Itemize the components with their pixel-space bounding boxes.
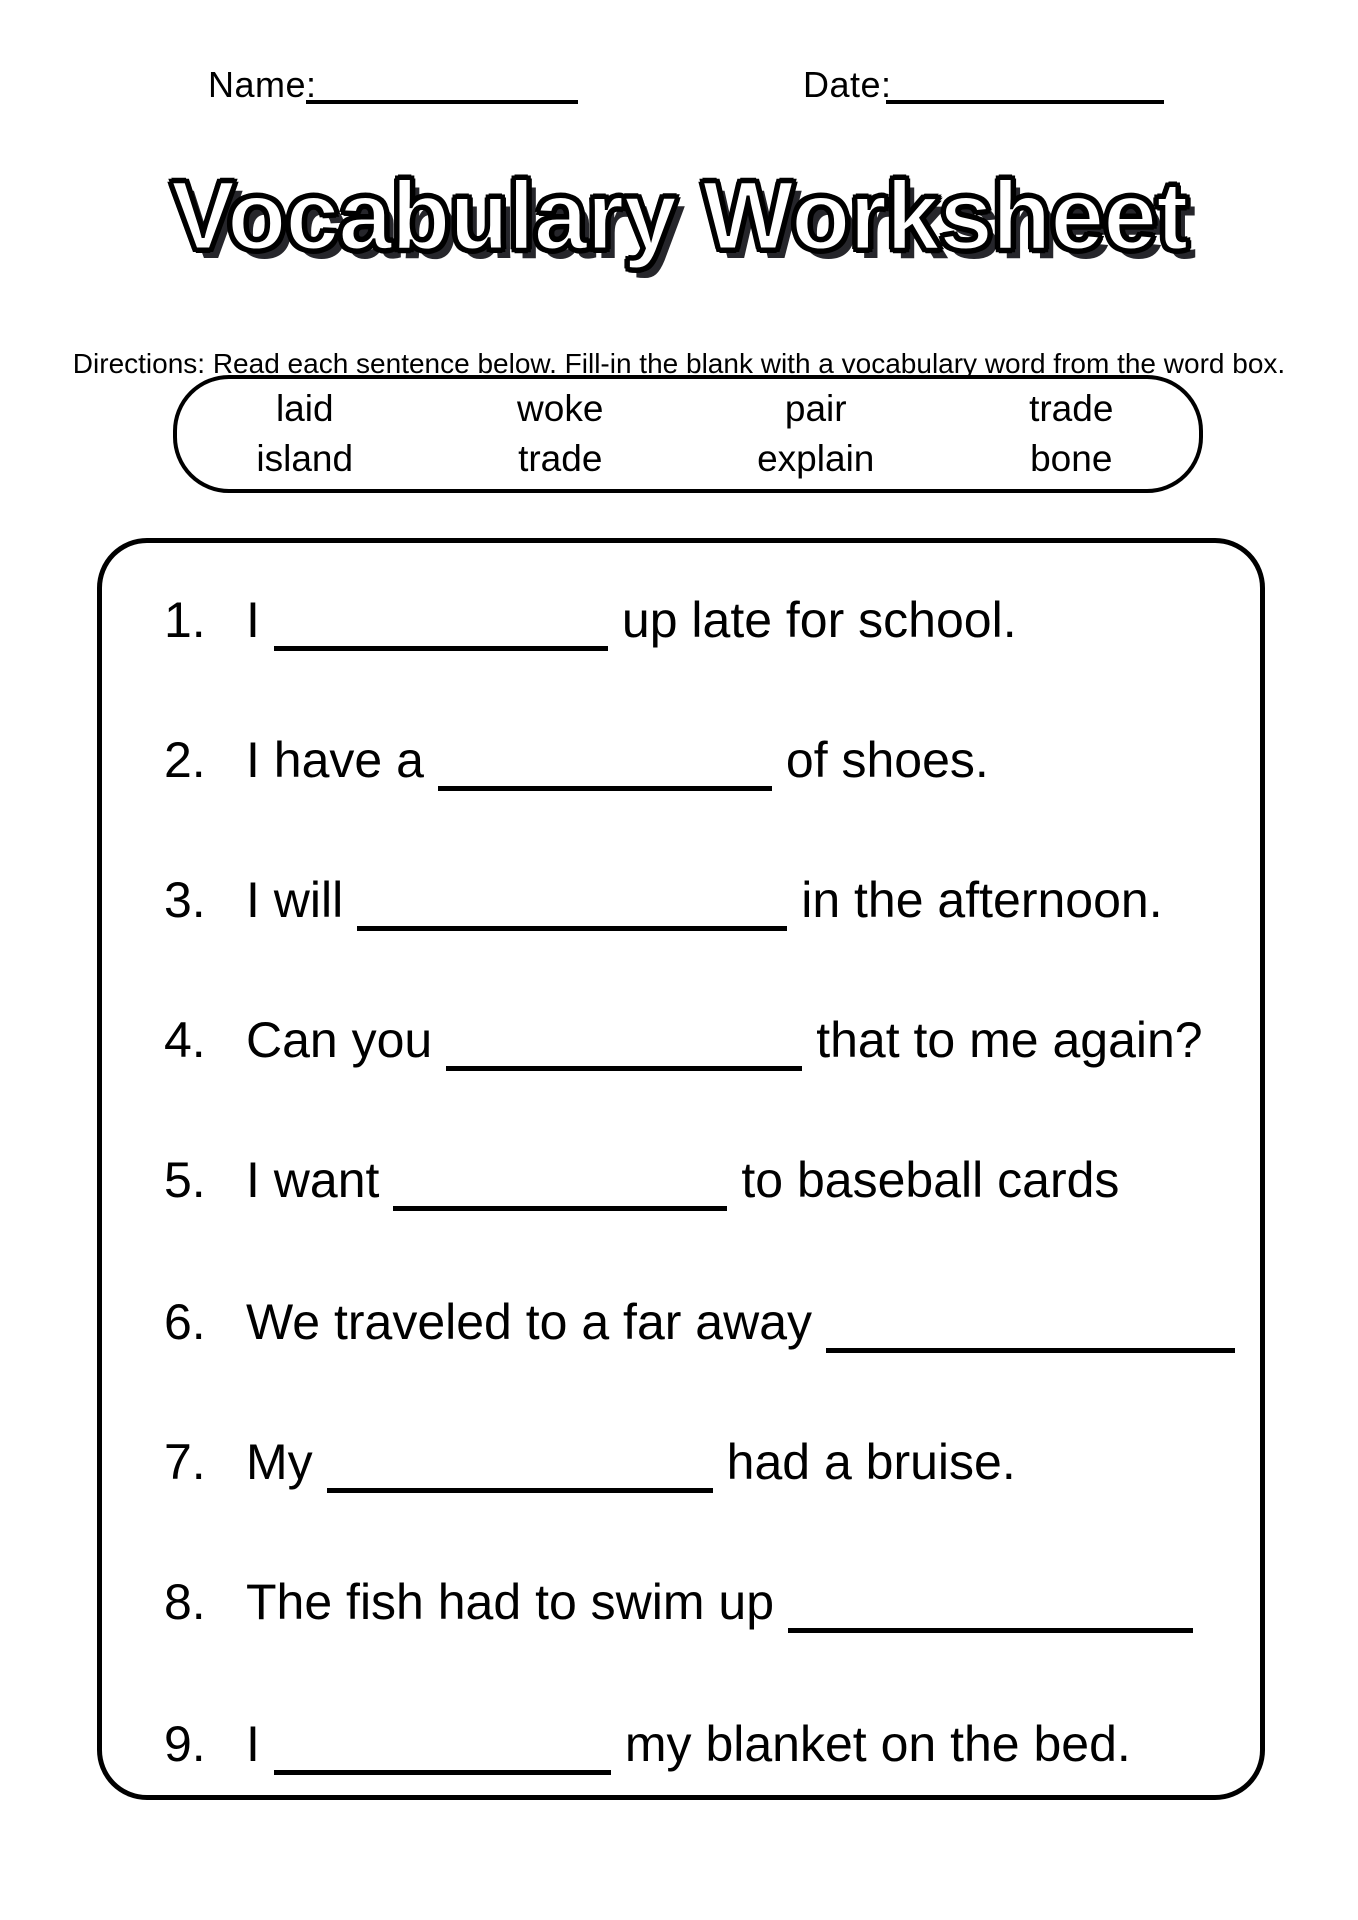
sentence-number: 5. [164,1152,206,1208]
sentence-row [164,1011,1203,1071]
name-label: Name: [208,64,317,105]
sentence-post-text: that to me again? [816,1012,1203,1068]
fill-in-blank[interactable] [357,878,787,931]
sentence-number: 2. [164,732,206,788]
fill-in-blank[interactable] [274,598,608,651]
word-box-word: island [256,438,354,479]
sentence-number: 3. [164,872,206,928]
sentence-number: 6. [164,1294,206,1350]
fill-in-blank[interactable] [327,1440,713,1493]
fill-in-blank[interactable] [446,1018,802,1071]
sentence-pre-text: I [246,1716,260,1772]
sentence-row [164,731,989,791]
sentence-row [164,1433,1016,1493]
sentence-pre-text: Can you [246,1012,433,1068]
fill-in-blank[interactable] [274,1722,611,1775]
sentence-pre-text: My [246,1434,313,1490]
name-blank-line[interactable] [306,100,578,104]
page-title: Vocabulary Worksheet [170,161,1188,270]
word-box-word: trade [518,438,603,479]
word-box-word: woke [517,388,604,429]
sentence-row [164,1715,1131,1775]
sentences-box [97,538,1265,1800]
sentence-row [164,871,1163,931]
fill-in-blank[interactable] [788,1580,1193,1633]
sentence-post-text: of shoes. [785,732,989,788]
fill-in-blank[interactable] [393,1158,727,1211]
directions-text: Directions: Read each sentence below. Fill-in the blank with a vocabulary word from the word box. [72,348,1286,379]
fill-in-blank[interactable] [826,1300,1235,1353]
sentence-post-text: had a bruise. [726,1434,1016,1490]
sentence-number: 4. [164,1012,206,1068]
sentence-row [164,1573,1207,1633]
sentence-pre-text: I [246,592,260,648]
word-box-word: trade [1029,388,1114,429]
sentence-number: 1. [164,592,206,648]
sentence-number: 9. [164,1716,206,1772]
sentence-post-text: in the afternoon. [801,872,1163,928]
word-box-word: pair [784,388,847,429]
word-box-word: bone [1030,438,1113,479]
sentence-pre-text: We traveled to a far away [246,1294,813,1350]
word-box [173,375,1203,493]
fill-in-blank[interactable] [438,738,772,791]
sentence-pre-text: The fish had to swim up [246,1574,775,1630]
sentence-pre-text: I will [246,872,344,928]
sentence-pre-text: I want [246,1152,380,1208]
sentence-row [164,1151,1119,1211]
sentence-number: 7. [164,1434,206,1490]
sentence-post-text: my blanket on the bed. [624,1716,1131,1772]
word-box-word: laid [275,388,334,429]
sentence-row [164,591,1017,651]
sentence-post-text: to baseball cards [741,1152,1120,1208]
sentence-pre-text: I have a [246,732,424,788]
sentence-row [164,1293,1249,1353]
sentence-post-text: up late for school. [621,592,1017,648]
word-box-word: explain [757,438,875,479]
sentence-number: 8. [164,1574,206,1630]
date-blank-line[interactable] [886,100,1164,104]
date-label: Date: [803,64,892,105]
